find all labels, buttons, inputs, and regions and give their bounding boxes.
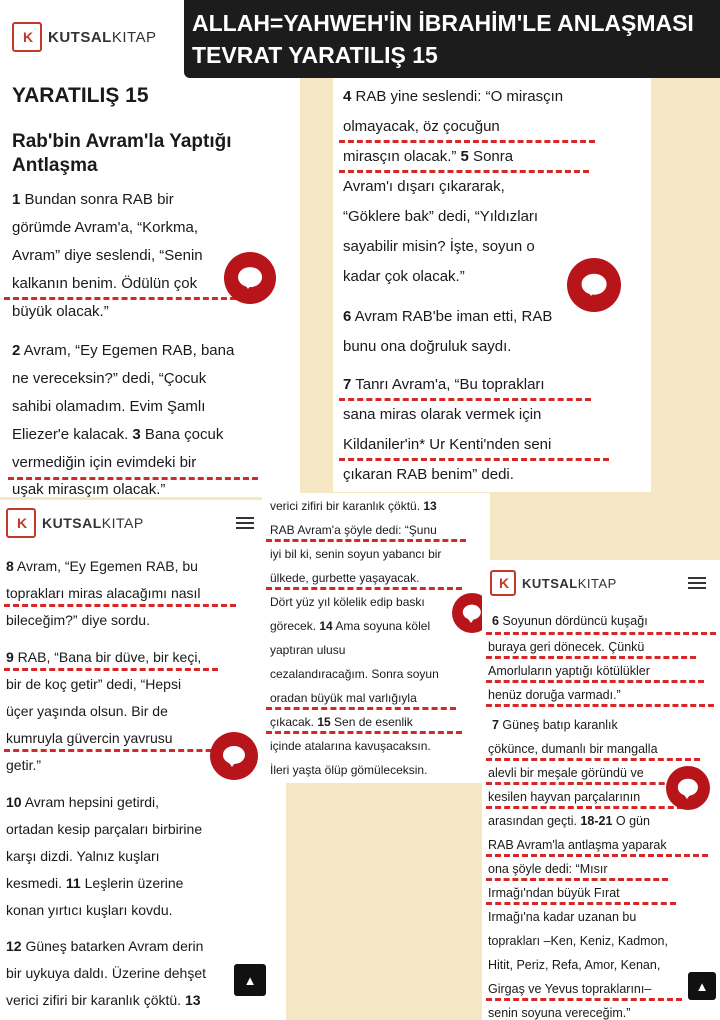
verse-line: ona şöyle dedi: “Mısır xyxy=(488,862,608,876)
red-underline xyxy=(266,731,462,734)
verse-line: bir de koç getir” dedi, “Hepsi xyxy=(6,676,182,692)
verse-number: 13 xyxy=(423,499,437,513)
kutsalkitap-logo[interactable] xyxy=(490,570,617,596)
verse-line: karşı dizdi. Yalnız kuşları xyxy=(6,848,160,864)
red-underline xyxy=(486,878,668,881)
verse-line: çıkaran RAB benim” dedi. xyxy=(343,466,514,483)
logo-mark-icon: K xyxy=(490,570,516,596)
verse-line: Hitit, Periz, Refa, Amor, Kenan, xyxy=(488,958,661,972)
verse-number: 2 xyxy=(12,342,21,359)
verse-line: verici zifiri bir karanlık çöktü. 13 xyxy=(270,499,437,513)
verse-line: uşak mirasçım olacak.” xyxy=(12,481,166,497)
logo-text-bold: KUTSAL xyxy=(42,515,102,531)
verse-number: 6 xyxy=(343,308,352,325)
red-underline xyxy=(486,758,700,761)
kutsalkitap-logo[interactable] xyxy=(6,508,144,538)
verse-number: 8 xyxy=(6,558,14,574)
verse-line: bileceğim?” diye sordu. xyxy=(6,612,150,628)
comment-bubble-icon[interactable] xyxy=(666,766,710,810)
verse-line: Dört yüz yıl kölelik edip baskı xyxy=(270,595,425,609)
red-underline xyxy=(266,539,466,542)
red-underline xyxy=(339,458,609,461)
verse-line: kesilen hayvan parçalarının xyxy=(488,790,641,804)
verse-line: 6 Soyunun dördüncü kuşağı xyxy=(492,614,648,628)
verse-line: kumruyla güvercin yavrusu xyxy=(6,730,173,746)
chapter-title: YARATILIŞ 15 xyxy=(12,84,149,107)
verse-line: RAB Avram'la antlaşma yaparak xyxy=(488,838,667,852)
verse-line: konan yırtıcı kuşları kovdu. xyxy=(6,902,173,918)
logo-text-light: KITAP xyxy=(101,515,144,531)
verse-line: 6 Avram RAB'be iman etti, RAB xyxy=(343,308,553,325)
verse-number: 18-21 xyxy=(580,814,613,828)
verse-line: olmayacak, öz çocuğun xyxy=(343,118,500,135)
verse-line: Avram'ı dışarı çıkararak, xyxy=(343,178,505,195)
logo-mark-icon: K xyxy=(12,22,42,52)
verse-line: RAB Avram'a şöyle dedi: “Şunu xyxy=(270,523,437,537)
verse-line: Avram” diye seslendi, “Senin xyxy=(12,247,203,264)
verse-number: 3 xyxy=(132,426,141,443)
verse-line: vermediğin için evimdeki bir xyxy=(12,454,197,471)
logo-text-bold: KUTSAL xyxy=(522,575,578,591)
verse-line: 2 Avram, “Ey Egemen RAB, bana xyxy=(12,342,235,359)
red-underline xyxy=(266,707,456,710)
red-underline xyxy=(4,604,236,607)
verse-line: kalkanın benim. Ödülün çok xyxy=(12,275,198,292)
verse-line: arasından geçti. 18-21 O gün xyxy=(488,814,650,828)
verse-line: mirasçın olacak.” 5 Sonra xyxy=(343,148,514,165)
logo-text-light: KITAP xyxy=(577,575,617,591)
comment-bubble-icon[interactable] xyxy=(210,732,258,780)
verse-line: görümde Avram'a, “Korkma, xyxy=(12,219,198,236)
verse-line: Irmağı'ndan büyük Fırat xyxy=(488,886,620,900)
verse-line: içinde atalarına kavuşacaksın. xyxy=(270,739,431,753)
panel-top-right xyxy=(333,78,651,492)
verse-line: ne vereceksin?” dedi, “Çocuk xyxy=(12,370,207,387)
logo-text-light: KITAP xyxy=(111,28,157,46)
verse-line: 8 Avram, “Ey Egemen RAB, bu xyxy=(6,558,198,574)
verse-line: ortadan kesip parçaları birbirine xyxy=(6,821,203,837)
verse-number: 15 xyxy=(317,715,331,729)
verse-line: senin soyuna vereceğim.” xyxy=(488,1006,631,1020)
verse-number: 1 xyxy=(12,191,21,208)
red-underline xyxy=(339,140,595,143)
red-underline xyxy=(486,680,704,683)
verse-line: getir.” xyxy=(6,757,42,773)
verse-line: oradan büyük mal varlığıyla xyxy=(270,691,417,705)
verse-line: alevli bir meşale göründü ve xyxy=(488,766,644,780)
verse-number: 14 xyxy=(319,619,333,633)
verse-line: bir uykuya daldı. Üzerine dehşet xyxy=(6,965,206,981)
kutsalkitap-logo[interactable] xyxy=(12,22,157,52)
verse-line: 7 Güneş batıp karanlık xyxy=(492,718,618,732)
red-underline xyxy=(8,477,258,480)
verse-line: Girgaş ve Yevus topraklarını– xyxy=(488,982,652,996)
verse-line: cezalandıracağım. Sonra soyun xyxy=(270,667,439,681)
verse-line: Kildaniler'in* Ur Kenti'nden seni xyxy=(343,436,552,453)
verse-line: Amorluların yaptığı kötülükler xyxy=(488,664,650,678)
panel-bottom-left xyxy=(0,500,286,1020)
verse-line: 4 RAB yine seslendi: “O mirasçın xyxy=(343,88,564,105)
verse-line: üçer yaşında olsun. Bir de xyxy=(6,703,168,719)
verse-number: 12 xyxy=(6,938,22,954)
arrow-up-icon: ▲ xyxy=(243,972,257,988)
red-underline xyxy=(486,782,692,785)
banner-title-line2: TEVRAT YARATILIŞ 15 xyxy=(192,42,438,68)
red-underline xyxy=(486,704,714,707)
verse-number: 4 xyxy=(343,88,352,105)
red-underline xyxy=(486,854,708,857)
verse-number: 5 xyxy=(460,148,469,165)
verse-line: “Göklere bak” dedi, “Yıldızları xyxy=(343,208,539,225)
red-underline xyxy=(4,749,230,752)
verse-line: Eliezer'e kalacak. 3 Bana çocuk xyxy=(12,426,224,443)
verse-line: iyi bil ki, senin soyun yabancı bir xyxy=(270,547,442,561)
verse-line: büyük olacak.” xyxy=(12,303,109,320)
verse-line: sana miras olarak vermek için xyxy=(343,406,542,423)
verse-line: sahibi olamadım. Evim Şamlı xyxy=(12,398,206,415)
verse-line: kadar çok olacak.” xyxy=(343,268,465,285)
red-underline xyxy=(486,806,692,809)
verse-line: İleri yaşta ölüp gömüleceksin. xyxy=(270,763,428,777)
red-underline xyxy=(266,587,462,590)
verse-line: kesmedi. 11 Leşlerin üzerine xyxy=(6,875,184,891)
arrow-up-icon: ▲ xyxy=(695,978,709,994)
verse-line: 12 Güneş batarken Avram derin xyxy=(6,938,204,954)
verse-line: yaptıran ulusu xyxy=(270,643,346,657)
title-banner xyxy=(184,0,720,78)
verse-line: toprakları miras alacağımı nasıl xyxy=(6,585,201,601)
verse-line: çökünce, dumanlı bir mangalla xyxy=(488,742,658,756)
verse-line: henüz doruğa varmadı.” xyxy=(488,688,621,702)
verse-line: sayabilir misin? İşte, soyun o xyxy=(343,238,535,255)
red-underline xyxy=(4,668,218,671)
panel-bottom-right xyxy=(482,560,720,1020)
hamburger-menu-icon[interactable] xyxy=(688,574,706,592)
verse-number: 6 xyxy=(492,614,499,628)
scroll-to-top-button[interactable] xyxy=(234,964,266,996)
red-underline xyxy=(339,170,589,173)
red-underline xyxy=(486,902,676,905)
verse-line: 7 Tanrı Avram'a, “Bu toprakları xyxy=(343,376,545,393)
red-underline xyxy=(486,656,696,659)
comment-bubble-icon[interactable] xyxy=(224,252,276,304)
verse-line: 9 RAB, “Bana bir düve, bir keçi, xyxy=(6,649,202,665)
red-underline xyxy=(486,998,682,1001)
red-underline xyxy=(4,297,236,300)
verse-line: verici zifiri bir karanlık çöktü. 13 xyxy=(6,992,201,1008)
verse-line: çıkacak. 15 Sen de esenlik xyxy=(270,715,413,729)
verse-line: buraya geri dönecek. Çünkü xyxy=(488,640,645,654)
verse-line: ülkede, gurbette yaşayacak. xyxy=(270,571,420,585)
verse-line: Irmağı'na kadar uzanan bu xyxy=(488,910,637,924)
red-underline xyxy=(339,398,591,401)
verse-line: 10 Avram hepsini getirdi, xyxy=(6,794,160,810)
verse-number: 11 xyxy=(65,875,81,891)
section-heading-line1: Rab'bin Avram'la Yaptığı xyxy=(12,131,232,152)
banner-title-line1: ALLAH=YAHWEH'İN İBRAHİM'LE ANLAŞMASI xyxy=(192,10,694,36)
logo-text-bold: KUTSAL xyxy=(48,28,112,46)
verse-number: 7 xyxy=(343,376,352,393)
verse-number: 13 xyxy=(184,992,201,1008)
verse-line: 1 Bundan sonra RAB bir xyxy=(12,191,174,208)
scroll-to-top-button[interactable] xyxy=(688,972,716,1000)
verse-line: bunu ona doğruluk saydı. xyxy=(343,338,512,355)
verse-line: toprakları –Ken, Keniz, Kadmon, xyxy=(488,934,668,948)
hamburger-menu-icon[interactable] xyxy=(236,514,254,532)
comment-bubble-icon[interactable] xyxy=(567,258,621,312)
red-underline xyxy=(486,632,716,635)
verse-line: görecek. 14 Ama soyuna kölel xyxy=(270,619,431,633)
verse-number: 10 xyxy=(6,794,22,810)
logo-mark-icon: K xyxy=(6,508,36,538)
section-heading-line2: Antlaşma xyxy=(12,155,98,176)
verse-number: 9 xyxy=(6,649,14,665)
panel-bottom-middle xyxy=(262,493,490,783)
verse-number: 7 xyxy=(492,718,499,732)
